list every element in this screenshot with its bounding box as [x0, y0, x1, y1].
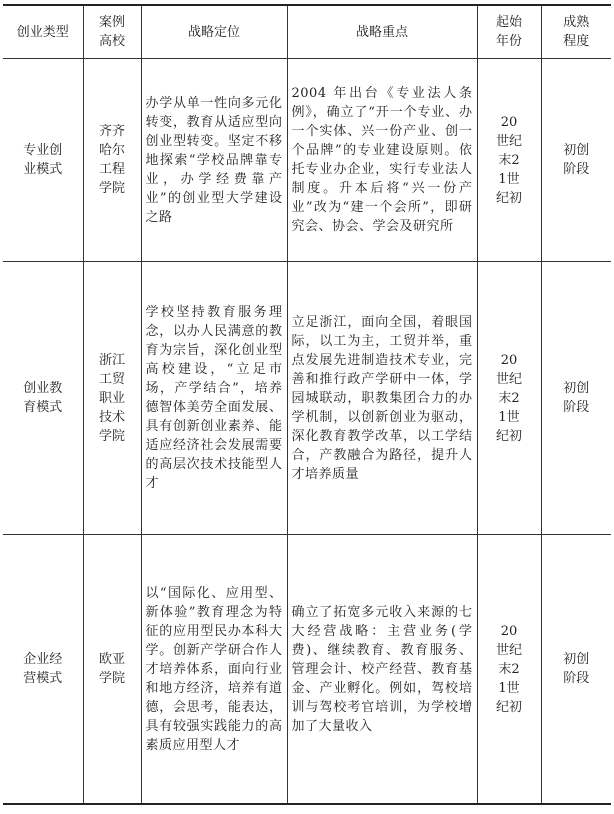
cell-focus: 确立了拓宽多元收入来源的七大经营战略：主营业务(学费)、继续教育、教育服务、管理会计、校产经营、教育基金、产业孵化。例如，驾校培训与驾校考官培训，为学校增加了大量收入 — [287, 535, 477, 805]
cell-positioning: 学校坚持教育服务理念，以办人民满意的教育为宗旨，深化创业型高校建设，“立足市场，产学结合”，培养德智体美劳全面发展、具有创新创业素养、能适应经济社会发展需要的高层次技术技能型人才 — [141, 262, 287, 535]
cell-start-year: 20世纪末21世纪初 — [477, 535, 541, 805]
header-type: 创业类型 — [3, 5, 83, 59]
cell-school: 欧亚学院 — [83, 535, 141, 805]
cell-focus: 立足浙江，面向全国，着眼国际，以工为主，工贸并举，重点发展先进制造技术专业，完善和推行政产学研中一体，学园城联动，职教集团合力的办学机制，以创新创业为驱动，深化教育教学改革，以工学结合，产教融合为路径，提升人才培养质量 — [287, 262, 477, 535]
cell-start-year: 20世纪末21世纪初 — [477, 262, 541, 535]
header-maturity: 成熟程度 — [541, 5, 611, 59]
cell-type: 企业经营模式 — [3, 535, 83, 805]
table-row — [3, 535, 611, 805]
cell-school: 齐齐哈尔工程学院 — [83, 59, 141, 262]
header-school: 案例高校 — [83, 5, 141, 59]
cell-maturity: 初创阶段 — [541, 59, 611, 262]
cell-positioning: 以“国际化、应用型、新体验”教育理念为特征的应用型民办本科大学。创新产学研合作人才培养体系，面向行业和地方经济，培养有道德，会思考，能表达，具有较强实践能力的高素质应用型人才 — [141, 535, 287, 805]
cell-maturity: 初创阶段 — [541, 535, 611, 805]
header-row — [3, 5, 611, 59]
cell-maturity: 初创阶段 — [541, 262, 611, 535]
cell-focus: 2004 年出台《专业法人条例》，确立了“开一个专业、办一个实体、兴一份产业、创一个品牌”的专业建设原则。依托专业办企业，实行专业法人制度。升本后将“兴一份产业”改为“建一个会所”，即研究会、协会、学会及研究所 — [287, 59, 477, 262]
cell-positioning: 办学从单一性向多元化转变，教育从适应型向创业型转变。坚定不移地探索“学校品牌靠专业，办学经费靠产业”的创业型大学建设之路 — [141, 59, 287, 262]
header-focus: 战略重点 — [287, 5, 477, 59]
table-row — [3, 262, 611, 535]
cell-start-year: 20世纪末21世纪初 — [477, 59, 541, 262]
cell-type: 专业创业模式 — [3, 59, 83, 262]
header-positioning: 战略定位 — [141, 5, 287, 59]
header-start-year: 起始年份 — [477, 5, 541, 59]
entrepreneurship-model-table — [3, 4, 611, 805]
cell-school: 浙江工贸职业技术学院 — [83, 262, 141, 535]
cell-type: 创业教育模式 — [3, 262, 83, 535]
table-row — [3, 59, 611, 262]
